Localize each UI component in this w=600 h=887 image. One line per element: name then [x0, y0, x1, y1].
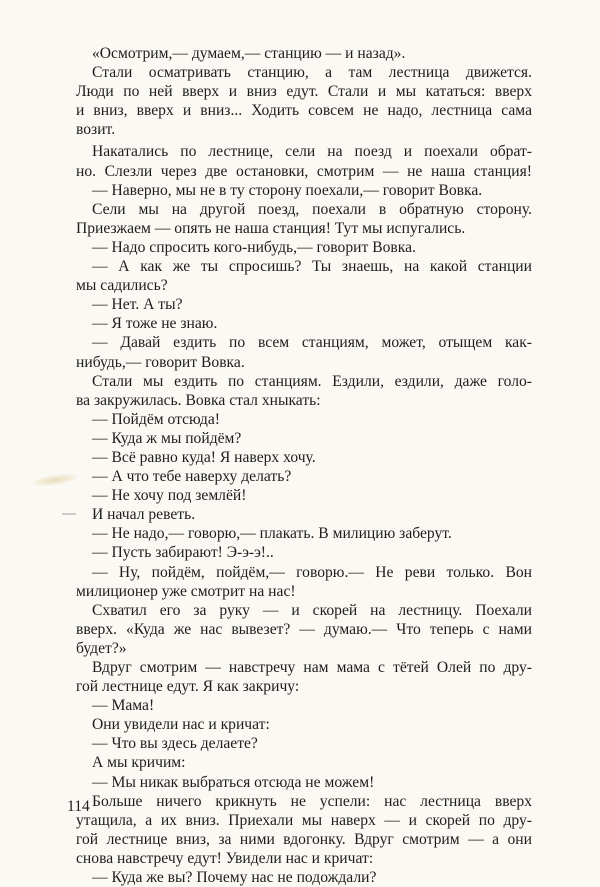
text-line: Вдруг смотрим — навстречу нам мама с тётей Олей по дру-	[92, 659, 532, 676]
text-line: но. Слезли через две остановки, смотрим — не наша станция!	[76, 162, 532, 180]
text-line: мы садились?	[76, 277, 168, 295]
text-line: «Осмотрим,— думаем,— станцию — и назад».	[92, 45, 406, 62]
text-line: — Куда же вы? Почему нас не подождали?	[92, 869, 377, 887]
text-line: — Пусть забирают! Э-э-э!..	[92, 544, 274, 562]
text-line: Сели мы на другой поезд, поехали в обратную сторону.	[92, 200, 532, 218]
margin-mark	[62, 513, 76, 515]
text-line: — Что вы здесь делаете?	[92, 735, 258, 753]
paper-stain	[32, 472, 79, 488]
page-number: 114	[67, 798, 90, 815]
text-line: гой лестнице вниз, за ними вдогонку. Вдруг смотрим — а они	[76, 830, 532, 848]
text-line: Накатались по лестнице, сели на поезд и поехали обрат-	[92, 143, 532, 161]
text-line: Больше ничего крикнуть не успели: нас лестница вверх	[92, 792, 532, 810]
text-line: Приезжаем — опять не наша станция! Тут мы испугались.	[76, 219, 466, 237]
text-line: — Не хочу под землёй!	[92, 487, 247, 505]
text-line: снова навстречу едут! Увидели нас и кричат:	[76, 849, 374, 867]
text-line: А мы кричим:	[92, 754, 186, 772]
text-line: — Не надо,— говорю,— плакать. В милицию заберут.	[92, 525, 452, 543]
text-line: — Пойдём отсюда!	[92, 410, 220, 428]
text-line: Стали осматривать станцию, а там лестница движется.	[92, 64, 532, 82]
text-line: — Ну, пойдём, пойдём,— говорю.— Не реви только. Вон	[92, 563, 532, 581]
text-line: — Мама!	[92, 697, 155, 715]
text-line: — Надо спросить кого-нибудь,— говорит Вовка.	[92, 238, 416, 256]
text-line: будет?»	[76, 639, 127, 657]
text-line: И начал реветь.	[92, 506, 196, 524]
text-line: — Нет. А ты?	[92, 296, 183, 314]
text-line: — А как же ты спросишь? Ты знаешь, на какой станции	[92, 258, 532, 276]
text-line: милиционер уже смотрит на нас!	[76, 582, 296, 600]
text-line: — Куда ж мы пойдём?	[92, 429, 242, 447]
text-line: утащила, а их вниз. Приехали мы наверх — и скорей по дру-	[76, 811, 532, 829]
text-line: — Давай ездить по всем станциям, может, отыщем как-	[92, 334, 532, 352]
text-line: Люди по ней вверх и вниз едут. Стали и мы кататься: вверх	[76, 83, 532, 101]
text-line: ва закружилась. Вовка стал хныкать:	[76, 391, 321, 409]
text-line: — Мы никак выбраться отсюда не можем!	[92, 773, 375, 791]
text-line: гой лестнице едут. Я как закричу:	[76, 678, 300, 696]
text-line: нибудь,— говорит Вовка.	[76, 353, 245, 371]
text-line: и вниз, вверх и вниз... Ходить совсем не надо, лестница сама	[76, 102, 532, 120]
text-line: — Наверно, мы не в ту сторону поехали,— говорит Вовка.	[92, 181, 483, 199]
text-line: Они увидели нас и кричат:	[92, 716, 270, 734]
text-line: вверх. «Куда же нас вывезет? — думаю.— Что теперь с нами	[76, 620, 532, 638]
text-line: — Всё равно куда! Я наверх хочу.	[92, 448, 316, 466]
text-line: Стали мы ездить по станциям. Ездили, ездили, даже голо-	[92, 372, 532, 390]
text-line: Схватил его за руку — и скорей на лестницу. Поехали	[92, 601, 532, 619]
text-line: возит.	[76, 121, 116, 139]
text-line: — Я тоже не знаю.	[92, 315, 218, 333]
text-line: — А что тебе наверху делать?	[92, 468, 292, 486]
